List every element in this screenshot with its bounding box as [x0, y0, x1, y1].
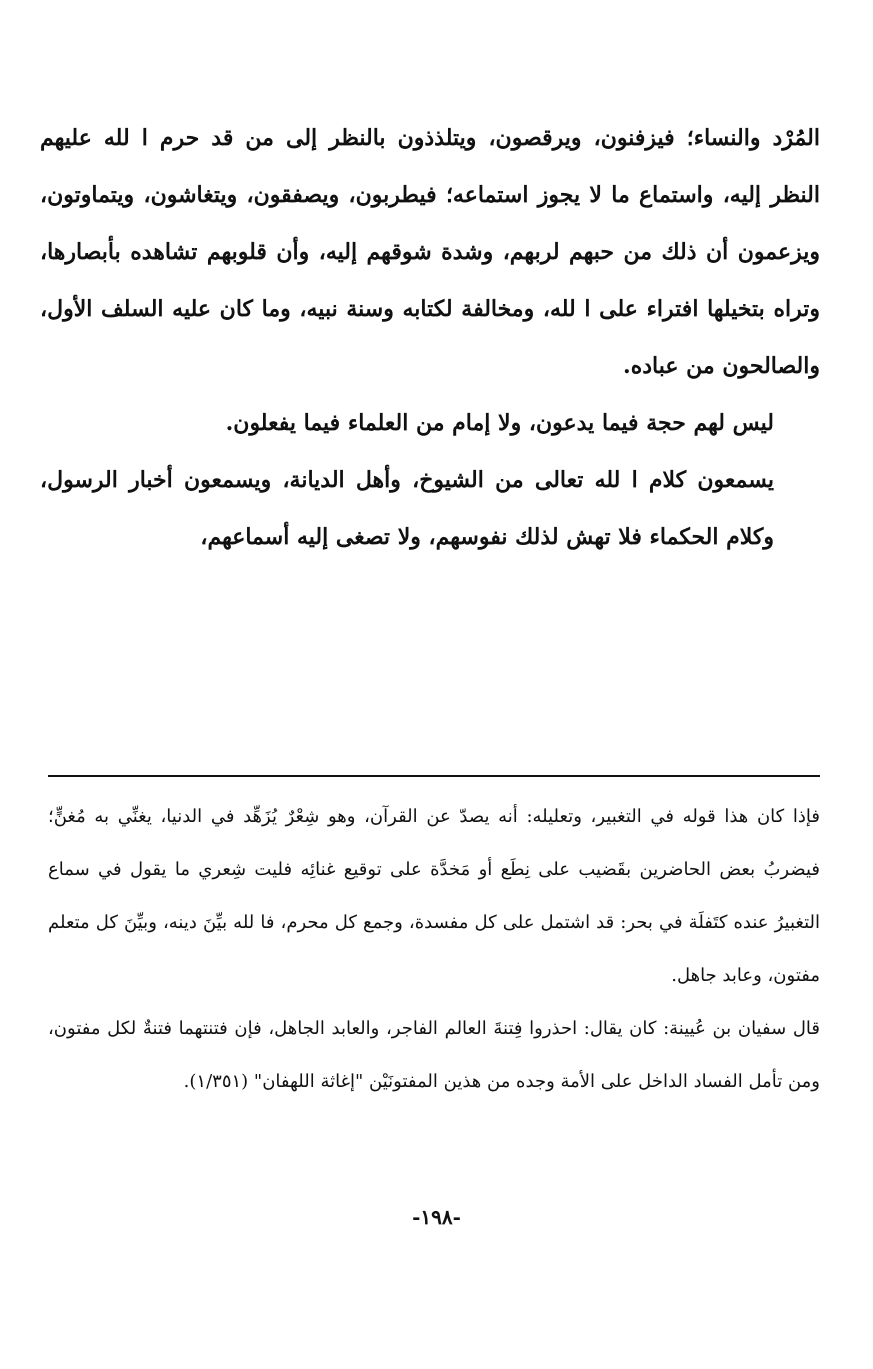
footnote-divider — [48, 775, 820, 777]
main-paragraph-2: ليس لهم حجة فيما يدعون، ولا إمام من العلماء فيما يفعلون. — [225, 410, 774, 436]
main-paragraph-3: يسمعون كلام ا لله تعالى من الشيوخ، وأهل الديانة، ويسمعون أخبار الرسول، وكلام الحكماء فلا تهش لذلك نفوسهم، ولا تصغى إليه أسماعهم، — [40, 467, 774, 550]
footnotes-section — [48, 790, 820, 1108]
footnote-paragraph-1: فإذا كان هذا قوله في التغبير، وتعليله: أنه يصدّ عن القرآن، وهو شِعْرٌ يُزَهِّد في الدنيا، يغنِّي به مُغنٍّ؛ فيضربُ بعض الحاضرين بقَضيب على نِطَع أو مَخدَّة على توقيع غنائِه فليت شِعري ما يقول في سماع التغبيرُ عنده كتَفلَة في بحر: قد اشتمل على كل مفسدة، وجمع كل محرم، فا لله بيِّنَ دينه، وبيِّنَ كل متعلم مفتون، وعابد جاهل. — [48, 806, 820, 986]
main-paragraph-1: المُرْد والنساء؛ فيزفنون، ويرقصون، ويتلذذون بالنظر إلى من قد حرم ا لله عليهم النظر إليه، واستماع ما لا يجوز استماعه؛ فيطربون، ويصفقون، ويتغاشون، ويتماوتون، ويزعمون أن ذلك من حبهم لربهم، وشدة شوقهم إليه، وأن قلوبهم تشاهده بأبصارها، وتراه بتخيلها افتراء على ا لله، ومخالفة لكتابه وسنة نبيه، وما كان عليه السلف الأول، والصالحون من عباده. — [40, 125, 820, 379]
footnote-paragraph-2: قال سفيان بن عُيينة: كان يقال: احذروا فِتنةَ العالم الفاجر، والعابد الجاهل، فإن فتنتهما فتنةٌ لكل مفتون، ومن تأمل الفساد الداخل على الأمة وجده من هذين المفتونَيْن "إغاثة اللهفان" (١/٣٥١). — [48, 1018, 820, 1092]
page-number: -١٩٨- — [412, 1205, 461, 1229]
main-text-body — [40, 110, 820, 566]
